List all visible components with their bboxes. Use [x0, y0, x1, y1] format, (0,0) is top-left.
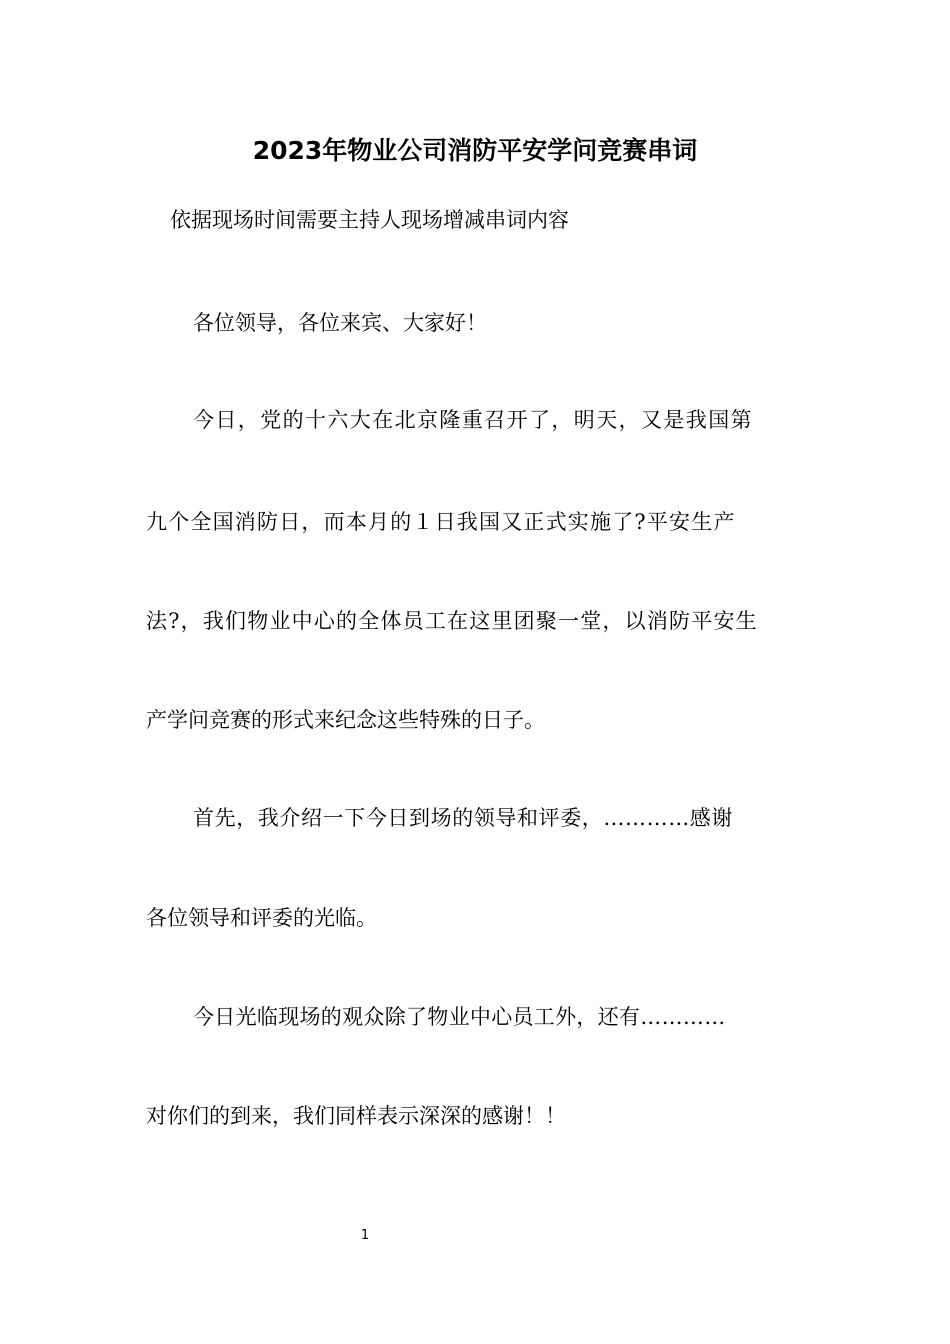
paragraph-line: 今日，党的十六大在北京隆重召开了，明天，又是我国第: [193, 408, 753, 432]
greeting-line: 各位领导，各位来宾、大家好！: [193, 311, 487, 335]
paragraph-line: 各位领导和评委的光临。: [146, 906, 377, 930]
paragraph-line: 产学问竞赛的形式来纪念这些特殊的日子。: [146, 708, 545, 732]
paragraph-line: 对你们的到来，我们同样表示深深的感谢！！: [146, 1104, 566, 1128]
page-number: 1: [360, 1228, 370, 1243]
document-title: 2023年物业公司消防平安学问竞赛串词: [252, 136, 698, 165]
paragraph-line: 法?，我们物业中心的全体员工在这里团聚一堂，以消防平安生: [146, 609, 758, 633]
paragraph-line: 今日光临现场的观众除了物业中心员工外，还有…………: [193, 1005, 726, 1029]
paragraph-line: 首先，我介绍一下今日到场的领导和评委，…………感谢: [193, 806, 733, 830]
paragraph-line: 九个全国消防日，而本月的１日我国又正式实施了?平安生产: [146, 510, 736, 534]
host-note: 依据现场时间需要主持人现场增减串词内容: [170, 208, 569, 232]
